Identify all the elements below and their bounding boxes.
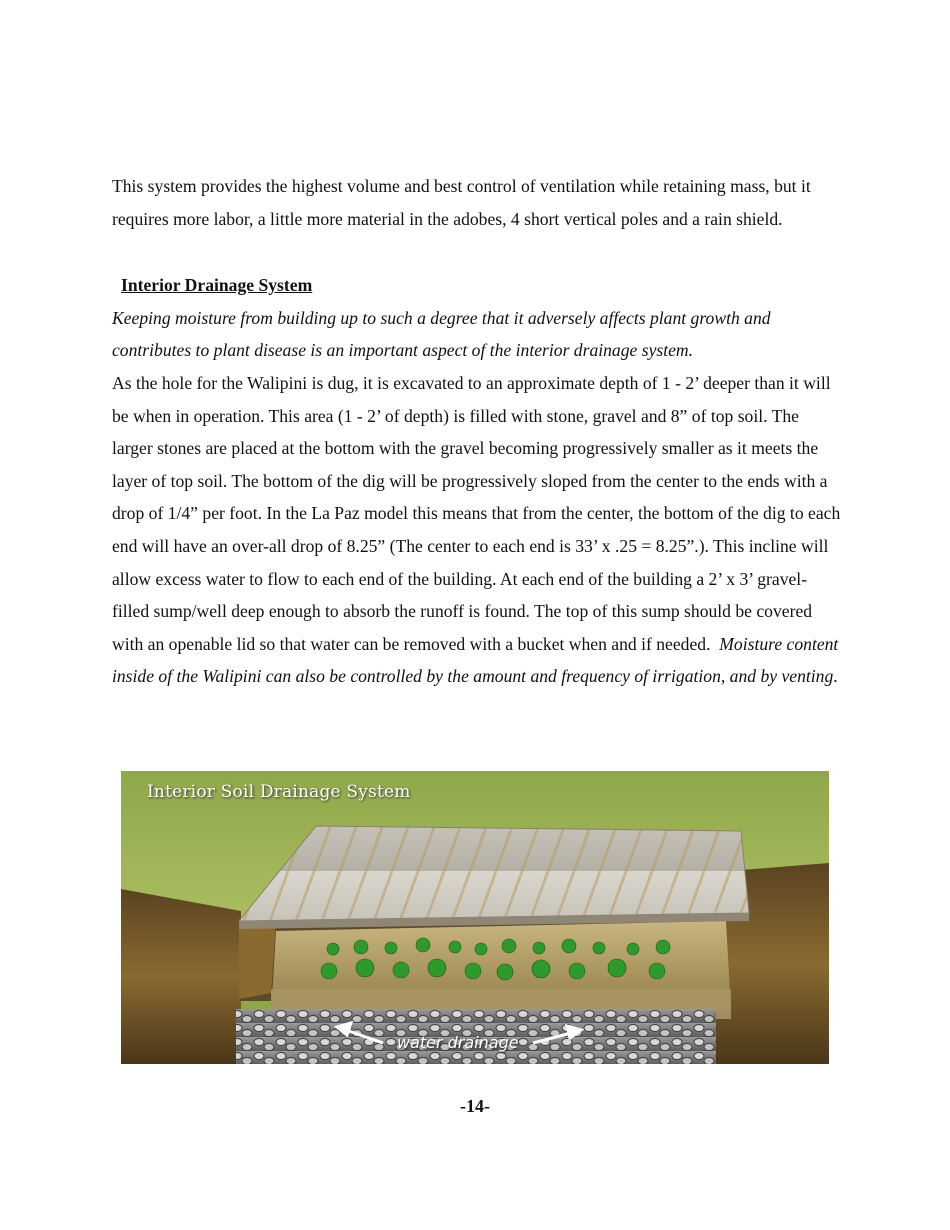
section-body [112, 367, 842, 693]
page-number: -14- [460, 1096, 490, 1116]
section-closing-period: . [833, 666, 838, 687]
drainage-illustration-art [121, 771, 829, 1064]
page-content [112, 170, 842, 693]
intro-paragraph: This system provides the highest volume and best control of ventilation while retaining mass, but it requires more labor, a little more material in the adobes, 4 short vertical poles and a rain shield. [112, 176, 811, 229]
figure-title: Interior Soil Drainage System [147, 782, 411, 802]
section-body-text: As the hole for the Walipini is dug, it is excavated to an approximate depth of 1 - 2’ deeper than it will be when in operation. This area (1 - 2’ of depth) is filled with stone, gravel and 8” of top soil. The larger stones are placed at the bottom with the gravel becoming progressively smaller as it meets the layer of top soil. The bottom of the dig will be progressively sloped from the center to the ends with a drop of 1/4” per foot. In the La Paz model this means that from the center, the bottom of the dig to each end will have an over-all drop of 8.25” (The center to each end is 33’ x .25 = 8.25”.). This incline will allow excess water to flow to each end of the building. At each end of the building a 2’ x 3’ gravel-filled sump/well deep enough to absorb the runoff is found. The top of this sump should be covered with an openable lid so that water can be removed with a bucket when and if needed. [112, 372, 841, 654]
drainage-illustration [121, 771, 829, 1064]
water-drainage-label: water drainage [397, 1033, 519, 1052]
section-closing: Moisture content inside of the Walipini can also be controlled by the amount and frequency of irrigation, and by venting [112, 633, 839, 687]
section-heading: Interior Drainage System [121, 275, 313, 296]
section-lead: Keeping moisture from building up to such a degree that it adversely affects plant growth and contributes to plant disease is an important aspect of the interior drainage system. [112, 307, 771, 361]
